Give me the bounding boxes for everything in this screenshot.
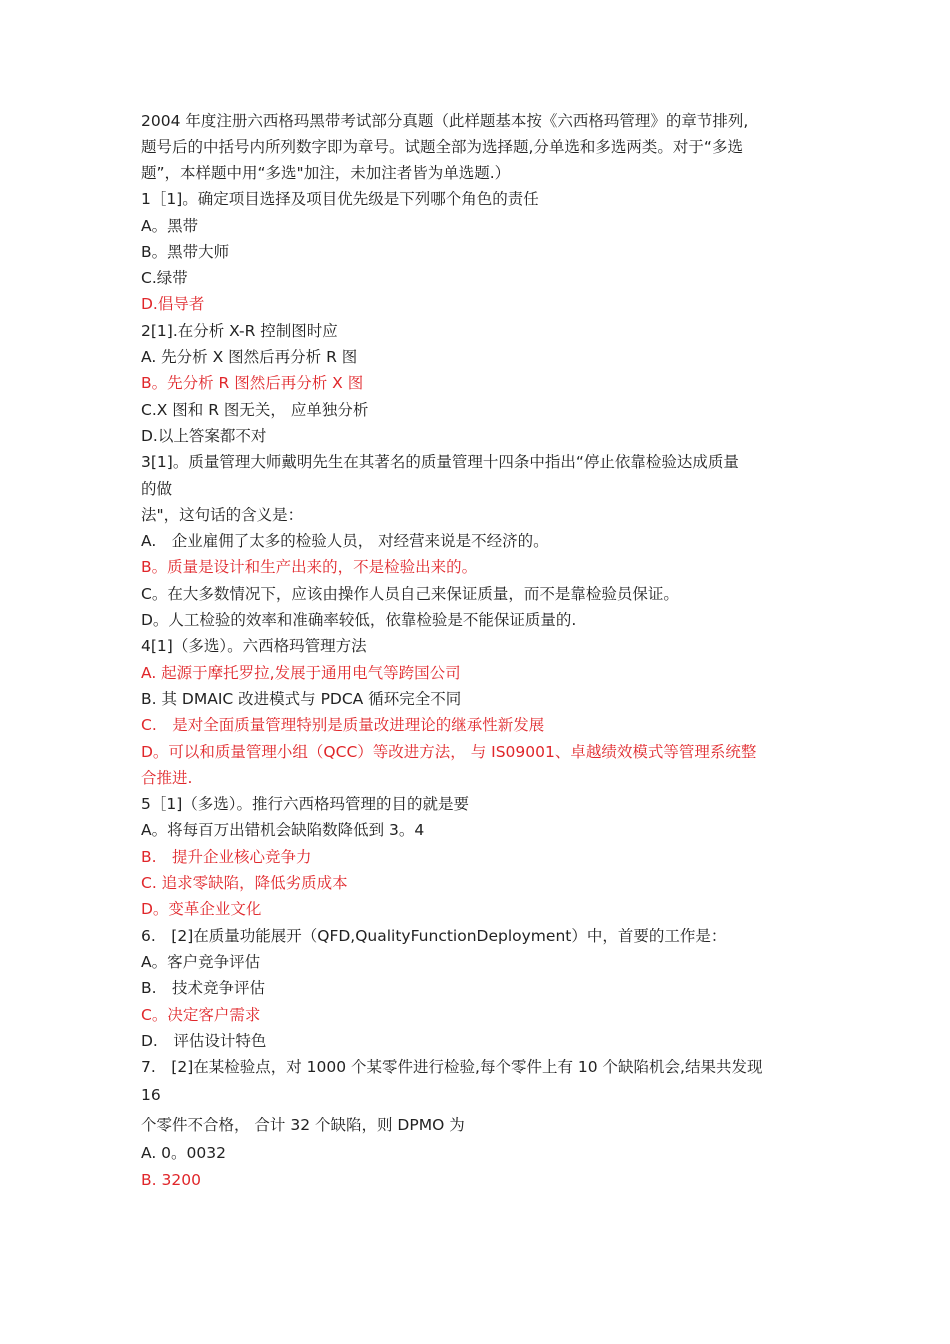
text-line: 的做 [141,479,173,498]
text-line: 16 [141,1086,161,1105]
text-line: D.以上答案都不对 [141,426,267,445]
text-line: 2004 年度注册六西格玛黑带考试部分真题（此样题基本按《六西格玛管理》的章节排列, [141,112,749,130]
text-line: D. 评估设计特色 [141,1031,267,1050]
text-line: A. 起源于摩托罗拉,发展于通用电气等跨国公司 [141,663,461,682]
text-line: C.绿带 [141,269,188,288]
text-line: D.倡导者 [141,295,205,314]
text-line: C。决定客户需求 [141,1005,261,1024]
text-line: A. 企业雇佣了太多的检验人员， 对经营来说是不经济的。 [141,532,549,551]
text-line: 题”，本样题中用“多选"加注，未加注者皆为单选题.） [141,164,511,183]
text-line: A。客户竞争评估 [141,952,261,971]
text-line: 5［1]（多选）。推行六西格玛管理的目的就是要 [141,795,470,814]
text-line: 个零件不合格， 合计 32 个缺陷，则 DPMO 为 [141,1116,465,1135]
text-line: B. 3200 [141,1170,201,1189]
text-line: C.X 图和 R 图无关， 应单独分析 [141,400,369,419]
text-line: 法"，这句话的含义是： [141,505,304,524]
text-line: C. 是对全面质量管理特别是质量改进理论的继承性新发展 [141,716,545,735]
text-line: B。质量是设计和生产出来的，不是检验出来的。 [141,558,478,577]
text-line: A. 0。0032 [141,1144,226,1163]
text-line: D。变革企业文化 [141,900,262,919]
text-line: 6. [2]在质量功能展开（QFD,QualityFunctionDeployment）中，首要的工作是： [141,926,727,945]
text-line: C. 追求零缺陷，降低劣质成本 [141,874,348,893]
text-line: 合推进. [141,768,193,787]
text-line: A。黑带 [141,216,199,235]
text-line: B. 其 DMAIC 改进模式与 PDCA 循环完全不同 [141,689,462,708]
text-line: 3[1]。质量管理大师戴明先生在其著名的质量管理十四条中指出“停止依靠检验达成质量 [141,453,739,472]
text-line: 1［1]。确定项目选择及项目优先级是下列哪个角色的责任 [141,190,539,209]
text-line: A。将每百万出错机会缺陷数降低到 3。4 [141,821,425,840]
text-line: B。黑带大师 [141,242,230,261]
document-body [141,108,821,1193]
text-line: B。先分析 R 图然后再分析 X 图 [141,374,364,393]
text-line: B. 提升企业核心竞争力 [141,847,312,866]
text-line: 题号后的中括号内所列数字即为章号。试题全部为选择题,分单选和多选两类。对于“多选 [141,138,743,157]
text-line: 2[1].在分析 X-R 控制图时应 [141,321,338,340]
text-line: 4[1]（多选）。六西格玛管理方法 [141,637,367,656]
text-line: D。人工检验的效率和准确率较低，依靠检验是不能保证质量的. [141,611,577,630]
text-line: B. 技术竞争评估 [141,979,266,998]
text-line: 7. [2]在某检验点，对 1000 个某零件进行检验,每个零件上有 10 个缺陷机会,结果共发现 [141,1058,763,1077]
text-line: A. 先分析 X 图然后再分析 R 图 [141,348,358,367]
text-line: D。可以和质量管理小组（QCC）等改进方法， 与 IS09001、卓越绩效模式等管理系统整 [141,742,757,761]
text-line: C。在大多数情况下，应该由操作人员自己来保证质量，而不是靠检验员保证。 [141,584,679,603]
